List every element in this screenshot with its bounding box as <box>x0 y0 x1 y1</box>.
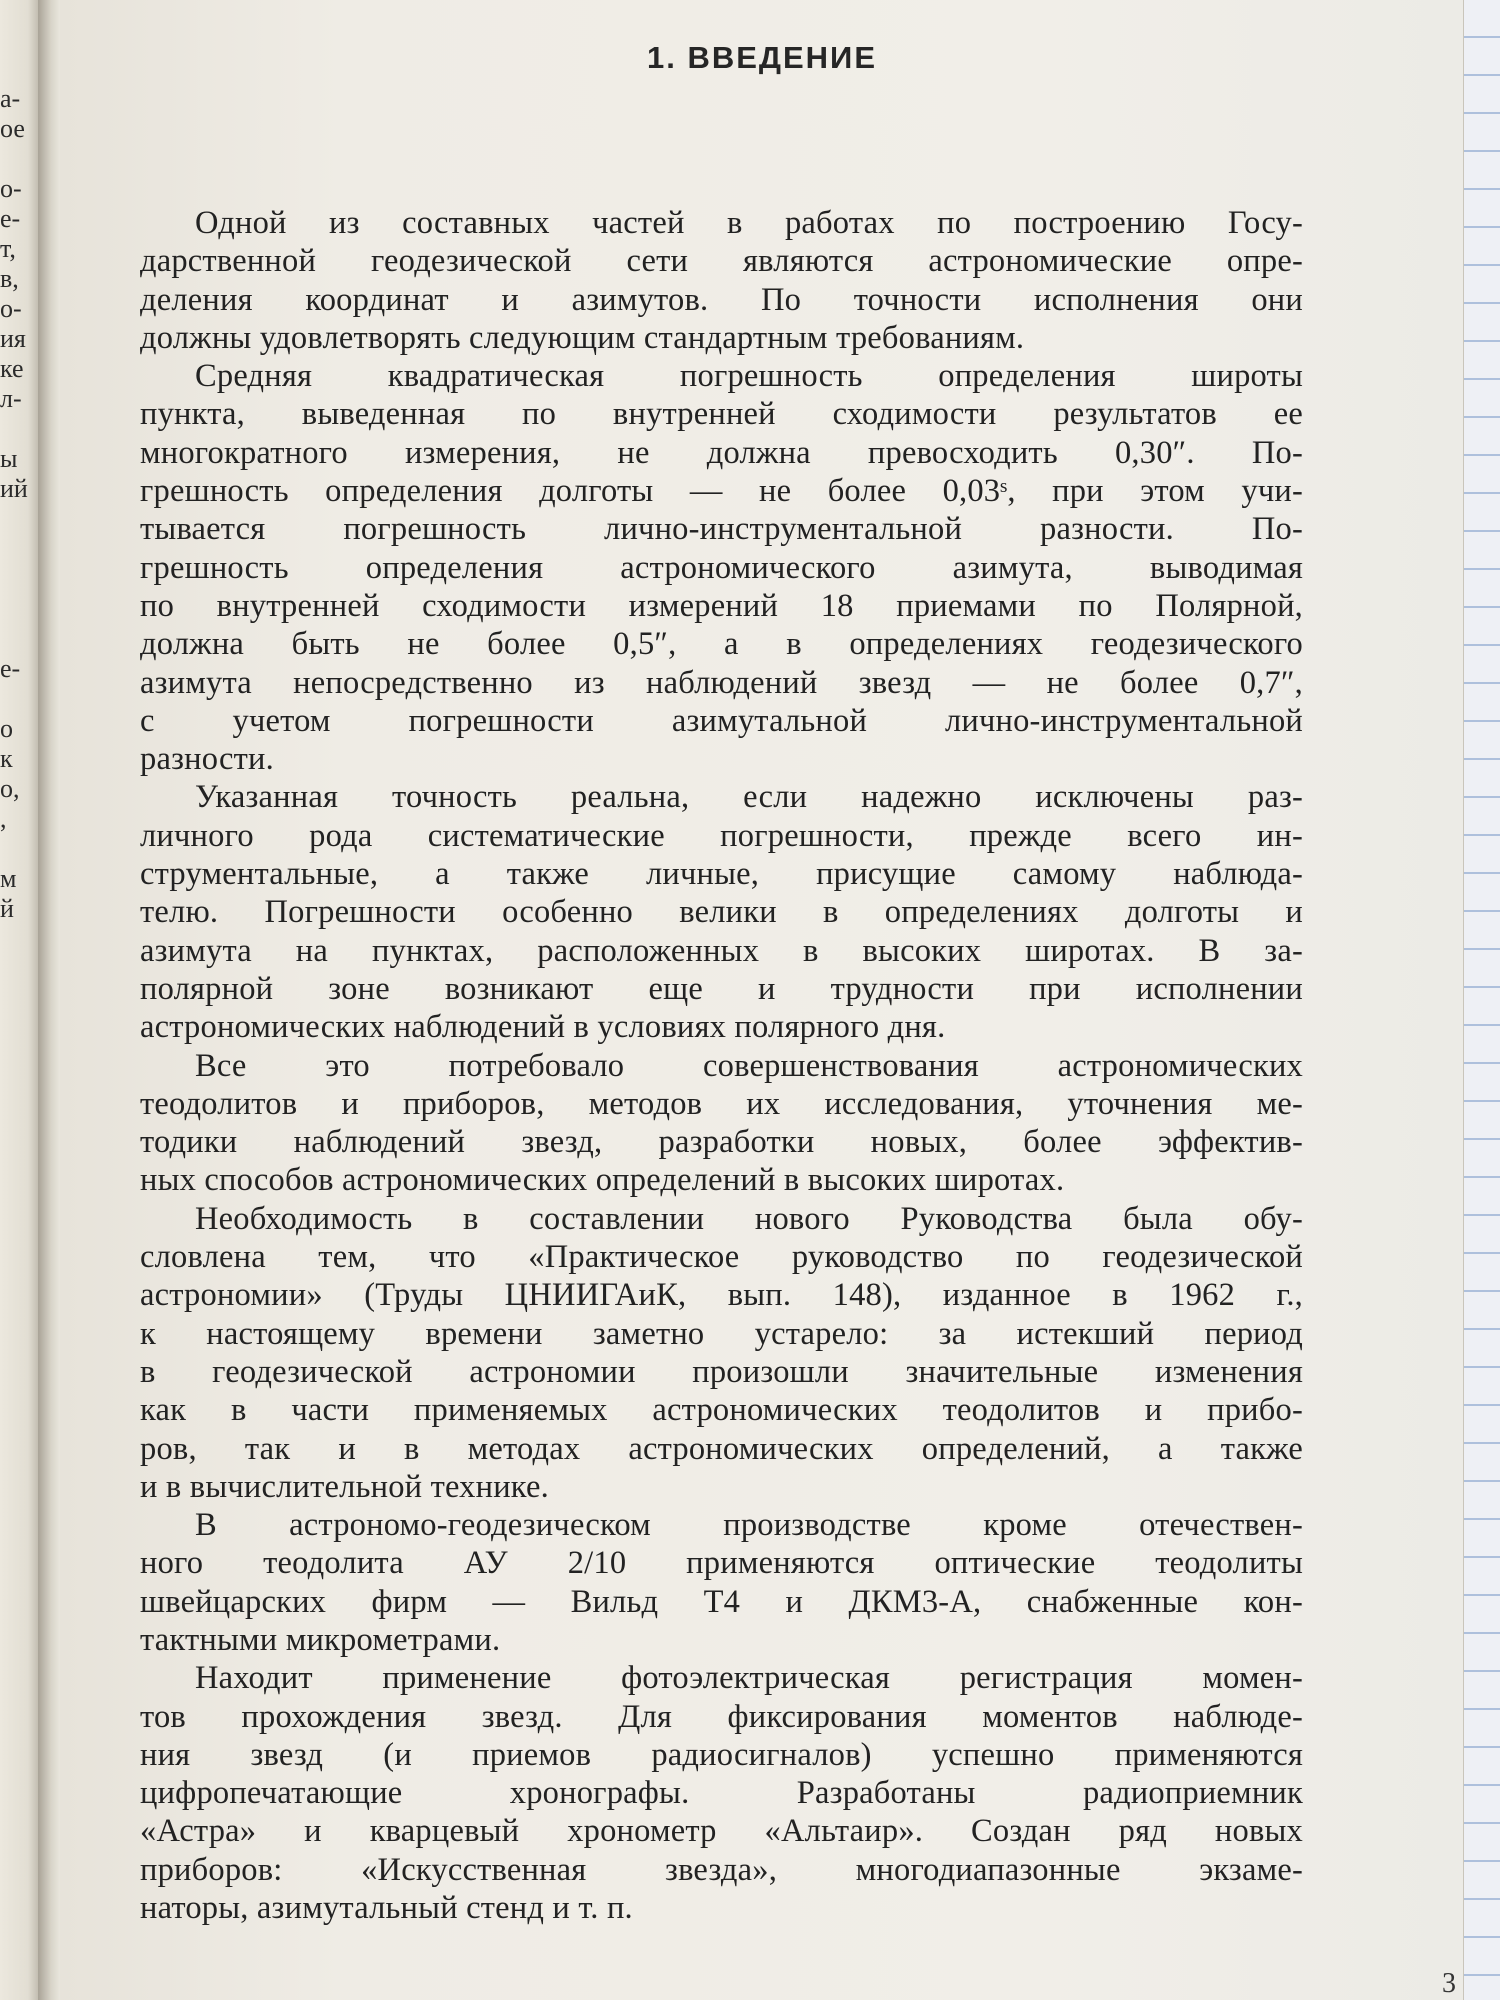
text-line-content: ных способов астрономических определений в высоких широтах. <box>140 1162 1065 1199</box>
text-line <box>140 319 1303 357</box>
text-line <box>140 855 1303 893</box>
text-line <box>140 932 1303 970</box>
text-line-content: цифропечатающие хронографы. Разработаны радиоприемник <box>140 1775 1303 1812</box>
text-line-content: азимута на пунктах, расположенных в высоких широтах. В за- <box>140 932 1303 969</box>
notebook-paper-edge <box>1463 0 1500 2000</box>
left-page-fragment: м <box>0 864 17 893</box>
text-line-content: разности. <box>140 741 274 778</box>
text-line-content: Одной из составных частей в работах по построению Госу- <box>195 205 1303 241</box>
text-line <box>140 1621 1303 1659</box>
text-line-content: ров, так и в методах астрономических определений, а также <box>140 1430 1303 1467</box>
text-line <box>140 434 1303 472</box>
text-line-content: астрономических наблюдений в условиях полярного дня. <box>140 1009 946 1046</box>
text-line <box>140 1774 1303 1812</box>
paragraph <box>140 204 1303 357</box>
paragraph <box>140 778 1303 1046</box>
text-line <box>140 1583 1303 1621</box>
text-line-content: тодики наблюдений звезд, разработки новых, более эффектив- <box>140 1124 1303 1161</box>
chapter-heading: 1. ВВЕДЕНИЕ <box>646 40 878 75</box>
paragraph <box>140 1047 1303 1200</box>
text-line-content: «Астра» и кварцевый хронометр «Альтаир». Создан ряд новых <box>140 1813 1303 1850</box>
text-line <box>140 1315 1303 1353</box>
text-line-content: деления координат и азимутов. По точности исполнения они <box>140 281 1303 318</box>
text-line <box>140 817 1303 855</box>
text-line-content: должна быть не более 0,5″, а в определениях геодезического <box>140 626 1303 663</box>
text-line-content: наторы, азимутальный стенд и т. п. <box>140 1890 633 1927</box>
left-page-fragment: ое <box>0 114 25 143</box>
text-line-content: приборов: «Искусственная звезда», многодиапазонные экзаме- <box>140 1851 1303 1888</box>
paragraph <box>140 1506 1303 1659</box>
text-line-content: и в вычислительной технике. <box>140 1468 549 1505</box>
text-line <box>140 1353 1303 1391</box>
text-line-content: ния звезд (и приемов радиосигналов) успешно применяются <box>140 1736 1303 1773</box>
text-line <box>140 740 1303 778</box>
text-line-content: Находит применение фотоэлектрическая регистрация момен- <box>195 1660 1303 1697</box>
text-line <box>140 1851 1303 1889</box>
text-line-content: Необходимость в составлении нового Руководства была обу- <box>195 1200 1303 1237</box>
text-line <box>140 1430 1303 1468</box>
left-page-fragment: т, <box>0 234 16 263</box>
text-line <box>140 625 1303 663</box>
text-line <box>140 395 1303 433</box>
text-line <box>140 357 1303 395</box>
text-line-content: тывается погрешность лично-инструментальной разности. По- <box>140 511 1303 548</box>
text-line <box>140 1698 1303 1736</box>
text-line-content: полярной зоне возникают еще и трудности при исполнении <box>140 970 1303 1007</box>
text-line <box>140 1812 1303 1850</box>
left-page-fragment: л- <box>0 384 22 413</box>
left-page-fragment: ия <box>0 324 26 353</box>
left-page-fragment: ке <box>0 354 24 383</box>
text-line <box>140 1238 1303 1276</box>
text-line-content: В астрономо-геодезическом производстве кроме отечествен- <box>195 1507 1303 1544</box>
text-line <box>140 1736 1303 1774</box>
text-line <box>140 1200 1303 1238</box>
left-page-fragment: е- <box>0 204 21 233</box>
page-number: 3 <box>1442 1968 1456 1999</box>
text-line <box>140 1544 1303 1582</box>
text-line-content: дарственной геодезической сети являются астрономические опре- <box>140 243 1303 280</box>
text-line <box>140 510 1303 548</box>
text-line-content: личного рода систематические погрешности, прежде всего ин- <box>140 817 1303 854</box>
paragraph <box>140 1200 1303 1506</box>
left-page-fragment: , <box>0 804 7 833</box>
text-line <box>140 1391 1303 1429</box>
text-line <box>140 664 1303 702</box>
left-page-edge <box>0 0 40 2000</box>
left-page-fragment: а- <box>0 84 21 113</box>
left-page-fragment: о <box>0 714 13 743</box>
text-line <box>140 702 1303 740</box>
text-line <box>140 1506 1303 1544</box>
text-line <box>140 1123 1303 1161</box>
left-page-fragment: о- <box>0 294 22 323</box>
text-line <box>140 1047 1303 1085</box>
text-line-content: пункта, выведенная по внутренней сходимости результатов ее <box>140 396 1303 433</box>
text-line <box>140 893 1303 931</box>
text-line-content: к настоящему времени заметно устарело: за истекший период <box>140 1315 1303 1352</box>
left-page-fragment: ий <box>0 474 28 503</box>
text-line-content: должны удовлетворять следующим стандартным требованиям. <box>140 319 1025 356</box>
left-page-fragment: о, <box>0 774 20 803</box>
text-line-content: теодолитов и приборов, методов их исследования, уточнения ме- <box>140 1085 1303 1122</box>
paragraph <box>140 1659 1303 1927</box>
text-line <box>140 1889 1303 1927</box>
text-line-content: тов прохождения звезд. Для фиксирования моментов наблюде- <box>140 1698 1303 1735</box>
text-line <box>140 281 1303 319</box>
text-line-content: Указанная точность реальна, если надежно исключены раз- <box>195 779 1303 816</box>
text-line <box>140 242 1303 280</box>
text-line <box>140 1085 1303 1123</box>
text-line <box>140 1161 1303 1199</box>
left-page-fragment: ы <box>0 444 18 473</box>
text-line-content: швейцарских фирм — Вильд Т4 и ДКМ3-А, снабженные кон- <box>140 1583 1303 1620</box>
text-line-content: телю. Погрешности особенно велики в определениях долготы и <box>140 894 1303 931</box>
text-line-content: многократного измерения, не должна превосходить 0,30″. По- <box>140 434 1303 471</box>
text-line-content: грешность определения астрономического азимута, выводимая <box>140 549 1303 586</box>
text-line-content: с учетом погрешности азимутальной лично-инструментальной <box>140 702 1303 739</box>
text-line <box>140 1008 1303 1046</box>
text-line-content: тактными микрометрами. <box>140 1621 501 1658</box>
paragraph <box>140 357 1303 778</box>
text-line-content: азимута непосредственно из наблюдений звезд — не более 0,7″, <box>140 664 1303 701</box>
body-text <box>140 204 1303 1927</box>
text-line-content: Средняя квадратическая погрешность определения широты <box>195 358 1303 395</box>
text-line <box>140 778 1303 816</box>
text-line-content: ного теодолита АУ 2/10 применяются оптические теодолиты <box>140 1545 1303 1582</box>
text-line-content: в геодезической астрономии произошли значительные изменения <box>140 1353 1303 1390</box>
text-line-content: грешность определения долготы — не более 0,03ˢ, при этом учи- <box>140 473 1303 510</box>
text-line-content: астрономии» (Труды ЦНИИГАиК, вып. 148), изданное в 1962 г., <box>140 1277 1303 1314</box>
text-line <box>140 1659 1303 1697</box>
text-line <box>140 549 1303 587</box>
text-line-content: по внутренней сходимости измерений 18 приемами по Полярной, <box>140 587 1303 624</box>
text-line-content: Все это потребовало совершенствования астрономических <box>195 1047 1303 1084</box>
left-page-fragment: й <box>0 894 14 923</box>
text-line-content: струментальные, а также личные, присущие самому наблюда- <box>140 856 1303 893</box>
text-line <box>140 472 1303 510</box>
text-line <box>140 204 1303 242</box>
left-page-fragment: в, <box>0 264 19 293</box>
text-line <box>140 1468 1303 1506</box>
left-page-fragment: е- <box>0 654 21 683</box>
text-line-content: как в части применяемых астрономических теодолитов и прибо- <box>140 1392 1303 1429</box>
left-page-fragment: к <box>0 744 13 773</box>
left-page-fragment: о- <box>0 174 22 203</box>
book-page <box>60 0 1464 2000</box>
text-line <box>140 587 1303 625</box>
text-line <box>140 1276 1303 1314</box>
book-gutter <box>38 0 60 2000</box>
text-line <box>140 970 1303 1008</box>
text-line-content: словлена тем, что «Практическое руководство по геодезической <box>140 1239 1303 1276</box>
